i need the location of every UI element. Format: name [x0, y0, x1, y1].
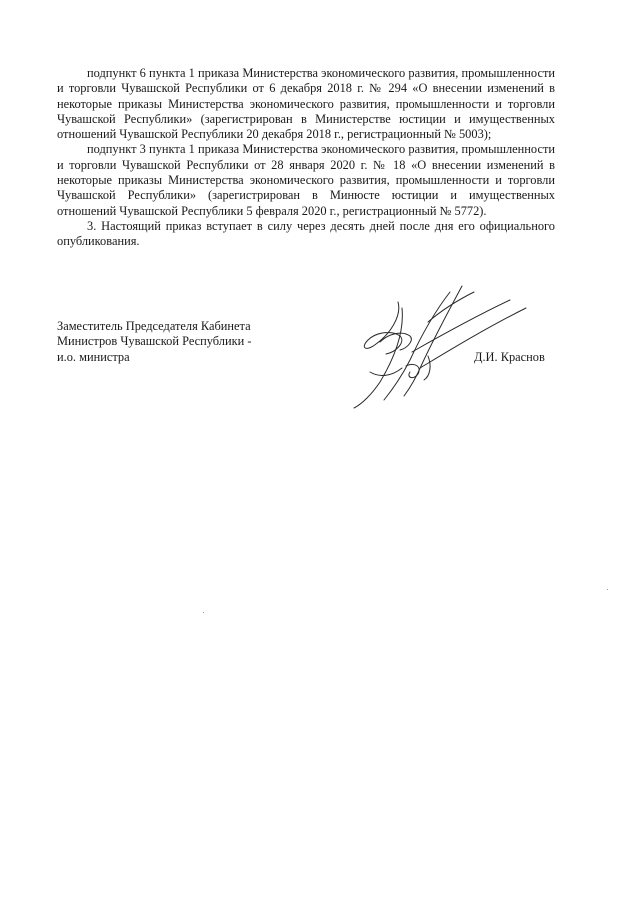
signatory-position-line: Министров Чувашской Республики -: [57, 334, 252, 349]
document-body: [57, 66, 555, 250]
scan-speck: [203, 612, 204, 613]
signatory-position-line: и.о. министра: [57, 349, 130, 364]
signatory-position: [57, 319, 297, 365]
handwritten-signature: [340, 282, 530, 412]
scan-speck: [607, 589, 608, 590]
signatory-position-line: Заместитель Председателя Кабинета: [57, 319, 251, 333]
signatory-name: Д.И. Краснов: [474, 350, 545, 364]
paragraph-entry-into-force: 3. Настоящий приказ вступает в силу через десять дней после дня его официального опубликования.: [57, 218, 555, 249]
paragraph-subpoint-6: подпункт 6 пункта 1 приказа Министерства экономического развития, промышленности и торговли Чувашской Республики от 6 декабря 2018 г. № 294 «О внесении изменений в некоторые приказы Министерства экономического развития, промышленности и торговли Чувашской Республики» (зарегистрирован в Министерстве юстиции и имущественных отношений Чувашской Республики 20 декабря 2018 г., регистрационный № 5003);: [57, 66, 555, 142]
paragraph-subpoint-3: подпункт 3 пункта 1 приказа Министерства экономического развития, промышленности и торговли Чувашской Республики от 28 января 2020 г. № 18 «О внесении изменений в некоторые приказы Министерства экономического развития, промышленности и торговли Чувашской Республики» (зарегистрирован в Минюсте юстиции и имущественных отношений Чувашской Республики 5 февраля 2020 г., регистрационный № 5772).: [57, 142, 555, 218]
